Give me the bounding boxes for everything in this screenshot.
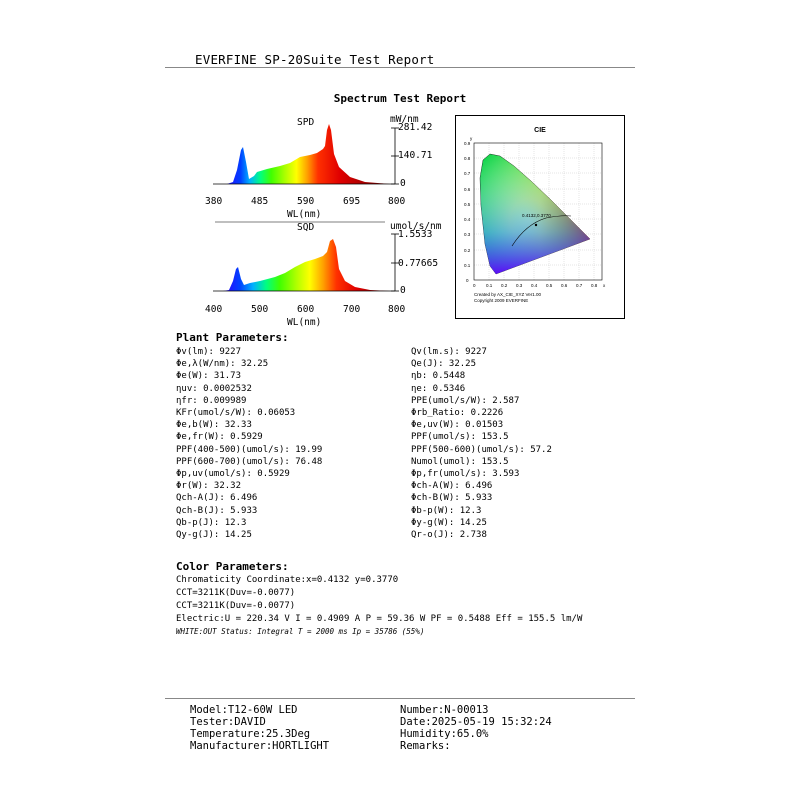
sqd-tick-label: 700 — [343, 304, 361, 315]
plant-parameter: PPE(umol/s/W): 2.587 — [411, 395, 520, 406]
footer-humidity: Humidity:65.0% — [400, 728, 489, 740]
plant-parameter: PPF(600-700)(umol/s): 76.48 — [176, 456, 323, 467]
footer-remarks: Remarks: — [400, 740, 451, 752]
plant-parameter: Φv(lm): 9227 — [176, 347, 242, 357]
plant-parameter: ηfr: 0.009989 — [176, 395, 247, 406]
cie-y-axis-letter: y — [470, 136, 473, 141]
cie-y-tick: 0.4 — [464, 217, 471, 222]
sqd-label: SQD — [297, 222, 315, 233]
plant-parameter: Φch-B(W): 5.933 — [411, 493, 493, 504]
plant-parameters-title: Plant Parameters: — [176, 331, 289, 344]
spd-zero: 0 — [400, 178, 406, 189]
cie-y-tick: 0.7 — [464, 171, 471, 176]
cct-line: CCT=3211K(Duv=-0.0077) — [176, 601, 296, 611]
sqd-max: 1.5533 — [398, 229, 433, 240]
chromaticity-line: Chromaticity Coordinate:x=0.4132 y=0.3770 — [176, 575, 399, 585]
plant-parameter: Qe(J): 32.25 — [411, 359, 477, 370]
spd-mid: 140.71 — [398, 150, 433, 161]
footer-temperature: Temperature:25.3Deg — [190, 728, 311, 740]
sqd-xlabel: WL(nm) — [287, 317, 322, 328]
spd-curve — [210, 124, 390, 184]
cct-line: CCT=3211K(Duv=-0.0077) — [176, 588, 296, 598]
cie-y-tick: 0 — [466, 278, 469, 283]
plant-parameter: KFr(umol/s/W): 0.06053 — [176, 408, 296, 418]
footer-date: Date:2025-05-19 15:32:24 — [400, 716, 552, 728]
plant-parameter: Qb-p(J): 12.3 — [176, 517, 247, 528]
status-line: WHITE:OUT Status: Integral T = 2000 ms Ip = 35786 (55%) — [176, 627, 425, 636]
plant-parameter: Qr-o(J): 2.738 — [411, 530, 487, 540]
spd-tick-label: 695 — [343, 196, 361, 207]
cie-point-label: 0.4132,0.3770 — [522, 213, 551, 218]
footer-model: Model:T12-60W LED — [190, 704, 298, 716]
plant-parameter: Φr(W): 32.32 — [176, 481, 242, 492]
cie-x-axis-letter: x — [603, 283, 606, 288]
plant-parameter: Qch-B(J): 5.933 — [176, 505, 258, 516]
cie-x-tick: 0.1 — [486, 283, 493, 288]
spd-label: SPD — [297, 117, 315, 128]
plant-parameter: ηb: 0.5448 — [411, 371, 466, 382]
sqd-curve — [223, 239, 390, 291]
cie-y-tick: 0.8 — [464, 156, 471, 161]
footer-rule — [165, 698, 635, 699]
cie-x-tick: 0.7 — [576, 283, 583, 288]
cie-x-tick: 0.4 — [531, 283, 538, 288]
plant-parameter: Φe,b(W): 32.33 — [176, 420, 252, 431]
cie-y-tick: 0.3 — [464, 232, 471, 237]
cie-x-tick: 0.3 — [516, 283, 523, 288]
cie-y-tick: 0.6 — [464, 187, 471, 192]
plant-parameter: ηe: 0.5346 — [411, 383, 466, 394]
electric-line: Electric:U = 220.34 V I = 0.4909 A P = 59.36 W PF = 0.5488 Eff = 155.5 lm/W — [176, 614, 583, 624]
spd-chart — [205, 112, 445, 222]
cie-y-tick: 0.9 — [464, 141, 471, 146]
footer-number: Number:N-00013 — [400, 704, 489, 716]
spd-tick-label: 380 — [205, 196, 223, 207]
cie-x-tick: 0.5 — [546, 283, 553, 288]
sqd-zero: 0 — [400, 285, 406, 296]
spd-tick-label: 800 — [388, 196, 406, 207]
plant-parameter: Φe,λ(W/nm): 32.25 — [176, 359, 269, 370]
sqd-tick-label: 400 — [205, 304, 223, 315]
sqd-mid: 0.77665 — [398, 258, 439, 269]
plant-parameter: Φp,uv(umol/s): 0.5929 — [176, 469, 290, 479]
cie-x-tick: 0 — [473, 283, 476, 288]
plant-parameter: PPF(umol/s): 153.5 — [411, 432, 509, 443]
footer-tester: Tester:DAVID — [190, 716, 266, 728]
plant-parameter: Φy-g(W): 14.25 — [411, 517, 487, 528]
spd-xlabel: WL(nm) — [287, 209, 322, 220]
spd-max: 281.42 — [398, 122, 433, 133]
cie-x-tick: 0.6 — [561, 283, 568, 288]
cie-y-tick: 0.5 — [464, 202, 471, 207]
cie-y-tick: 0.1 — [464, 263, 471, 268]
cie-point — [535, 224, 537, 226]
sqd-unit: umol/s/nm — [390, 221, 442, 232]
cie-plot — [456, 116, 624, 318]
sqd-tick-label: 600 — [297, 304, 315, 315]
plant-parameter: PPF(400-500)(umol/s): 19.99 — [176, 444, 323, 455]
plant-parameter: Φrb_Ratio: 0.2226 — [411, 408, 504, 418]
plant-parameter: Numol(umol): 153.5 — [411, 456, 509, 467]
cie-y-tick: 0.2 — [464, 248, 471, 253]
cie-title: CIE — [534, 127, 546, 134]
plant-parameter: Φb-p(W): 12.3 — [411, 505, 482, 516]
cie-diagram — [455, 115, 625, 319]
cie-x-tick: 0.2 — [501, 283, 508, 288]
spd-tick-label: 590 — [297, 196, 315, 207]
sqd-tick-label: 800 — [388, 304, 406, 315]
report-title: Spectrum Test Report — [333, 92, 467, 105]
plant-parameter: PPF(500-600)(umol/s): 57.2 — [411, 444, 552, 455]
plant-parameter: Φe,uv(W): 0.01503 — [411, 420, 504, 431]
plant-parameter: ηuv: 0.0002532 — [176, 383, 252, 394]
cie-x-tick: 0.8 — [591, 283, 598, 288]
header-rule — [165, 67, 635, 68]
footer-manufacturer: Manufacturer:HORTLIGHT — [190, 740, 330, 752]
plant-parameter: Qch-A(J): 6.496 — [176, 493, 258, 504]
plant-parameter: Φe(W): 31.73 — [176, 371, 242, 382]
sqd-tick-label: 500 — [251, 304, 269, 315]
sqd-chart — [205, 221, 445, 333]
cie-credit-2: Copyright 2009 EVERFINE — [474, 298, 529, 303]
plant-parameter: Φp,fr(umol/s): 3.593 — [411, 469, 520, 479]
report-header: EVERFINE SP-20Suite Test Report — [195, 52, 435, 67]
plant-parameter: Φch-A(W): 6.496 — [411, 481, 493, 492]
plant-parameter: Φe,fr(W): 0.5929 — [176, 432, 263, 443]
plant-parameter: Qy-g(J): 14.25 — [176, 530, 252, 540]
spd-unit: mW/nm — [390, 114, 419, 125]
plant-parameter: Qv(lm.s): 9227 — [411, 347, 487, 357]
spd-tick-label: 485 — [251, 196, 269, 207]
color-parameters-title: Color Parameters: — [176, 560, 289, 573]
cie-credit-1: Created by AX_CIE_XYZ Ver1.00 — [474, 292, 542, 297]
